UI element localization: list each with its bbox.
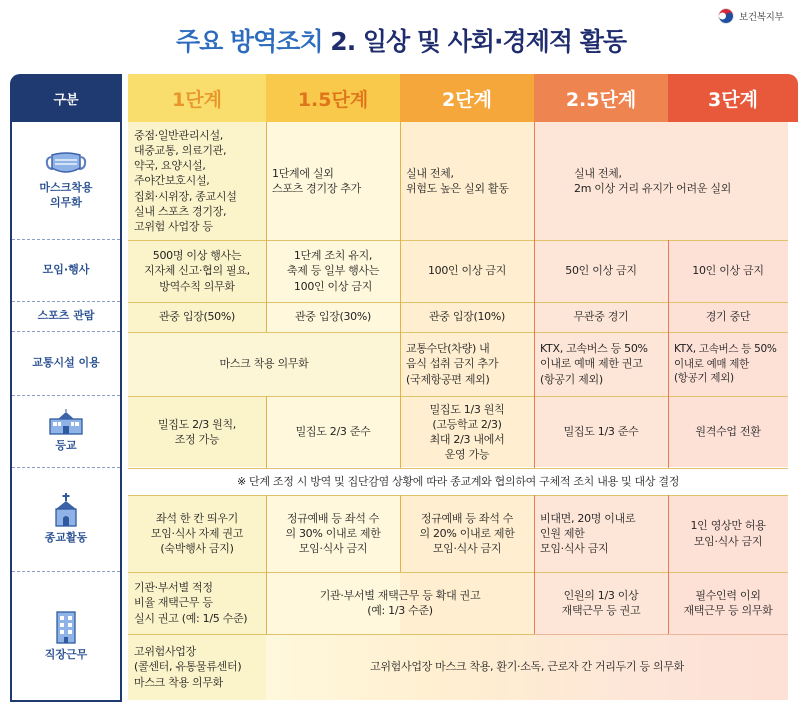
religion-level-1: 좌석 한 칸 띄우기 모임·식사 자제 권고 (숙박행사 금지) [128, 495, 266, 572]
measures-table [10, 122, 788, 702]
row-divider [534, 634, 788, 635]
gathering-level-2: 100인 이상 금지 [400, 240, 534, 302]
category-school [12, 396, 120, 468]
mask-level-2-5-3: 실내 전체, 2m 이상 거리 유지가 어려운 실외 [534, 122, 788, 240]
title-part-1: 주요 방역조치 [175, 27, 331, 56]
category-gathering [12, 240, 120, 302]
row-divider [128, 634, 266, 635]
category-transport [12, 332, 120, 396]
work-level-1: 기관·부서별 적정 비율 재택근무 등 실시 권고 (예: 1/5 수준) [128, 572, 266, 634]
title-part-2: 2. 일상 및 사회·경제적 활동 [330, 27, 627, 56]
work-risk-level-1: 고위험사업장 (콜센터, 유통물류센터) 마스크 착용 의무화 [128, 634, 266, 700]
row-divider [128, 468, 788, 469]
office-building-icon [51, 610, 81, 644]
row-divider [128, 240, 788, 241]
header-level-2-5: 2.5단계 [534, 74, 668, 122]
row-divider [128, 332, 788, 333]
category-mask-label-2: 의무화 [50, 195, 82, 209]
header-level-1-5: 1.5단계 [266, 74, 400, 122]
sports-level-2: 관중 입장(10%) [400, 302, 534, 332]
work-level-3: 필수인력 이외 재택근무 등 의무화 [668, 572, 788, 634]
row-divider [128, 302, 788, 303]
category-school-label: 등교 [55, 439, 77, 453]
header-category: 구분 [10, 74, 122, 122]
school-level-3: 원격수업 전환 [668, 396, 788, 468]
mask-level-1-5: 1단계에 실외 스포츠 경기장 추가 [266, 122, 400, 240]
column-divider [668, 240, 669, 468]
column-divider [668, 495, 669, 634]
row-divider [266, 634, 534, 635]
column-divider [400, 122, 401, 468]
ministry-name: 보건복지부 [739, 12, 784, 23]
category-mask-label-1: 마스크착용 [39, 181, 93, 195]
column-divider [534, 122, 535, 468]
row-divider [128, 572, 788, 573]
gathering-level-1-5: 1단계 조치 유지, 축제 등 일부 행사는 100인 이상 금지 [266, 240, 400, 302]
category-column [10, 122, 122, 702]
category-religion [12, 468, 120, 572]
column-divider [400, 495, 401, 572]
column-divider [266, 495, 267, 634]
gathering-level-2-5: 50인 이상 금지 [534, 240, 668, 302]
measure-cells [128, 122, 788, 702]
category-gathering-label: 모임·행사 [42, 263, 90, 277]
category-mask [12, 122, 120, 240]
category-sports-label: 스포츠 관람 [37, 309, 95, 323]
school-level-1: 밀집도 2/3 원칙, 조정 가능 [128, 396, 266, 468]
sports-level-1: 관중 입장(50%) [128, 302, 266, 332]
column-divider [266, 396, 267, 468]
work-level-2-5: 인원의 1/3 이상 재택근무 등 권고 [534, 572, 668, 634]
category-transport-label: 교통시설 이용 [32, 356, 100, 370]
page-title [0, 22, 802, 58]
column-divider [534, 495, 535, 634]
gathering-level-3: 10인 이상 금지 [668, 240, 788, 302]
school-level-1-5: 밀집도 2/3 준수 [266, 396, 400, 468]
sports-level-3: 경기 중단 [668, 302, 788, 332]
transport-level-2-5: KTX, 고속버스 등 50% 이내로 예매 제한 권고 (항공기 제외) [534, 332, 668, 396]
religion-level-3: 1인 영상만 허용 모임·식사 금지 [668, 495, 788, 572]
header-level-1: 1단계 [128, 74, 266, 122]
transport-level-3: KTX, 고속버스 등 50% 이내로 예매 제한 (항공기 제외) [668, 332, 788, 396]
category-work [12, 572, 120, 700]
transport-level-1-1-5: 마스크 착용 의무화 [128, 332, 400, 396]
transport-level-2: 교통수단(차량) 내 음식 섭취 금지 추가 (국제항공편 제외) [400, 332, 534, 396]
table-header [10, 74, 798, 122]
school-level-2-5: 밀집도 1/3 준수 [534, 396, 668, 468]
religion-level-1-5: 정규예배 등 좌석 수 의 30% 이내로 제한 모임·식사 금지 [266, 495, 400, 572]
mask-level-1: 중점·일반관리시설, 대중교통, 의료기관, 약국, 요양시설, 주야간보호시설, 집회·시위장, 종교시설 실내 스포츠 경기장, 고위험 사업장 등 [128, 122, 266, 240]
church-icon [51, 493, 81, 527]
school-icon [48, 409, 84, 435]
category-work-label: 직장근무 [44, 647, 88, 661]
mask-icon [45, 151, 87, 177]
category-sports [12, 302, 120, 332]
category-religion-label: 종교활동 [44, 531, 88, 545]
row-divider [128, 495, 788, 496]
work-level-1-5-2: 기관·부서별 재택근무 등 확대 권고 (예: 1/3 수준) [266, 572, 534, 634]
religion-level-2-5: 비대면, 20명 이내로 인원 제한 모임·식사 금지 [534, 495, 668, 572]
sports-level-2-5: 무관중 경기 [534, 302, 668, 332]
gathering-level-1: 500명 이상 행사는 지자체 신고·협의 필요, 방역수칙 의무화 [128, 240, 266, 302]
sports-level-1-5: 관중 입장(30%) [266, 302, 400, 332]
row-divider [128, 396, 788, 397]
header-level-2: 2단계 [400, 74, 534, 122]
religion-level-2: 정규예배 등 좌석 수 의 20% 이내로 제한 모임·식사 금지 [400, 495, 534, 572]
column-divider [266, 122, 267, 332]
school-level-2: 밀집도 1/3 원칙 (고등학교 2/3) 최대 2/3 내에서 운영 가능 [400, 396, 534, 468]
religion-note: ※ 단계 조정 시 방역 및 집단감염 상황에 따라 종교계와 협의하여 구체적 조치 내용 및 대상 결정 [128, 467, 788, 495]
header-level-3: 3단계 [668, 74, 798, 122]
mask-level-2: 실내 전체, 위험도 높은 실외 활동 [400, 122, 534, 240]
work-risk-level-1-5-3: 고위험사업장 마스크 착용, 환기·소독, 근로자 간 거리두기 등 의무화 [266, 634, 788, 700]
